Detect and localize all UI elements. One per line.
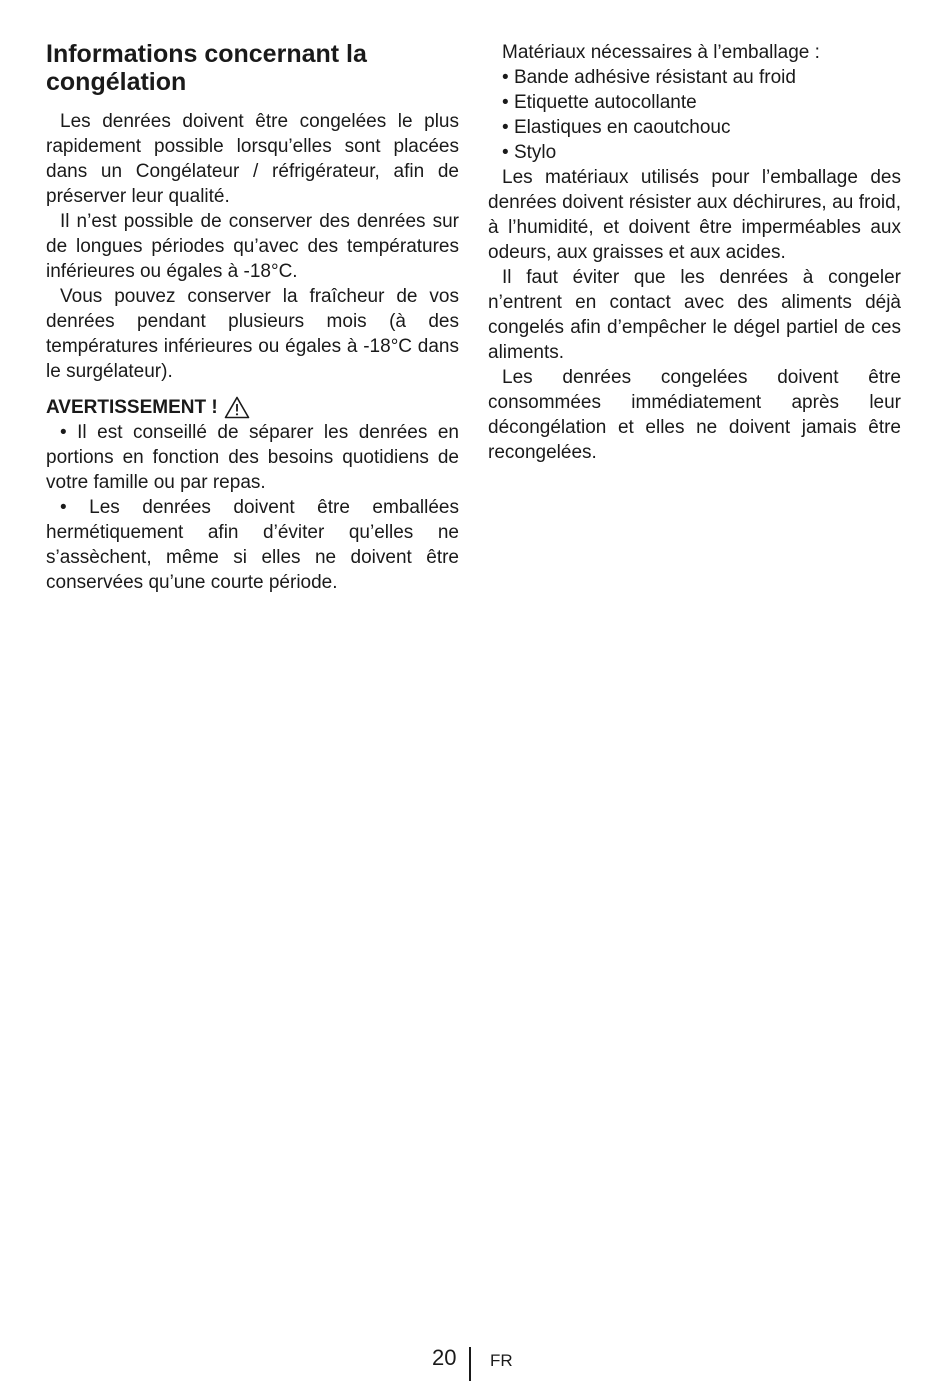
body-paragraph: Les matériaux utilisés pour l’emballage des denrées doivent résister aux déchirures, au froid, à l’humidité, et doivent être imperméables aux odeurs, aux graisses et aux acides. bbox=[488, 167, 901, 263]
body-paragraph: Vous pouvez conserver la fraîcheur de vos denrées pendant plusieurs mois (à des températures inférieures ou égales à -18°C dans le surgélateur). bbox=[46, 286, 459, 382]
list-item: • Stylo bbox=[488, 140, 901, 165]
section-title: Informations concernant la congélation bbox=[46, 40, 367, 96]
body-paragraph: Les denrées doivent être congelées le plus rapidement possible lorsqu’elles sont placées dans un Congélateur / réfrigérateur, afin de préserver leur qualité. bbox=[46, 111, 459, 207]
language-code: FR bbox=[490, 1351, 513, 1370]
body-paragraph: Il n’est possible de conserver des denrées sur de longues périodes qu’avec des températures inférieures ou égales à -18°C. bbox=[46, 211, 459, 282]
warning-heading bbox=[46, 395, 459, 420]
list-item: • Etiquette autocollante bbox=[488, 90, 901, 115]
list-item: • Bande adhésive résistant au froid bbox=[488, 65, 901, 90]
left-column bbox=[46, 40, 459, 595]
body-paragraph: Il faut éviter que les denrées à congeler n’entrent en contact avec des aliments déjà congelés afin d’empêcher le dégel partiel de ces aliments. bbox=[488, 267, 901, 363]
footer-divider bbox=[469, 1347, 471, 1381]
warning-item: • Il est conseillé de séparer les denrées en portions en fonction des besoins quotidiens de votre famille ou par repas. bbox=[46, 422, 459, 493]
warning-triangle-icon bbox=[224, 396, 250, 419]
page-footer bbox=[0, 1344, 950, 1384]
page-number: 20 bbox=[432, 1345, 457, 1370]
materials-list bbox=[488, 65, 901, 165]
warning-title: AVERTISSEMENT ! bbox=[46, 397, 218, 418]
body-paragraph: Les denrées congelées doivent être consommées immédiatement après leur décongélation et elles ne doivent jamais être recongelées. bbox=[488, 367, 901, 463]
warning-item: • Les denrées doivent être emballées hermétiquement afin d’éviter qu’elles ne s’assèchent, même si elles ne doivent être conservées qu’une courte période. bbox=[46, 497, 459, 593]
right-column bbox=[488, 40, 901, 465]
list-item: • Elastiques en caoutchouc bbox=[488, 115, 901, 140]
materials-intro: Matériaux nécessaires à l’emballage : bbox=[502, 42, 820, 63]
